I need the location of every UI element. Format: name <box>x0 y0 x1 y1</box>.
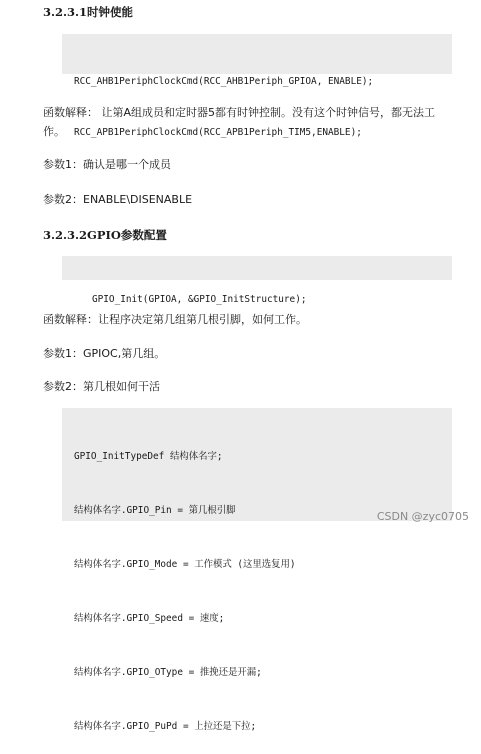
struct-line: 结构体名字.GPIO_PuPd = 上拉还是下拉; <box>74 721 257 732</box>
gpio-param-1: 参数1：GPIOC,第几组。 <box>43 347 166 360</box>
clock-param-1: 参数1：确认是哪一个成员 <box>43 158 171 171</box>
struct-line: 结构体名字.GPIO_Mode = 工作模式 (这里选复用) <box>74 559 296 570</box>
struct-line: 结构体名字.GPIO_Pin = 第几根引脚 <box>74 505 236 516</box>
struct-line: GPIO_InitTypeDef 结构体名字; <box>74 451 223 462</box>
clock-explanation: 函数解释： 让第A组成员和定时器5都有时钟控制。没有这个时钟信号，都无法工作。 <box>43 106 436 138</box>
csdn-watermark: CSDN @zyc0705 <box>376 510 469 523</box>
gpio-explanation: 函数解释：让程序决定第几组第几根引脚，如何工作。 <box>43 313 307 326</box>
clock-param-2: 参数2：ENABLE\DISENABLE <box>43 193 193 206</box>
code-block-gpio-init <box>62 256 452 305</box>
code-line: RCC_APB1PeriphClockCmd(RCC_APB1Periph_TIM5,ENABLE); <box>74 127 362 138</box>
gpio-param-2: 参数2：第几根如何干活 <box>43 380 160 393</box>
code-line: GPIO_Init(GPIOA, &GPIO_InitStructure); <box>92 294 307 305</box>
struct-line: 结构体名字.GPIO_Speed = 速度; <box>74 613 225 624</box>
section-1-heading: 3.2.3.1时钟使能 <box>43 5 134 19</box>
code-line: RCC_AHB1PeriphClockCmd(RCC_AHB1Periph_GPIOA, ENABLE); <box>74 76 374 87</box>
struct-line: 结构体名字.GPIO_OType = 推挽还是开漏; <box>74 667 262 678</box>
section-2-heading: 3.2.3.2GPIO参数配置 <box>43 228 167 242</box>
code-block-gpio-struct <box>62 408 452 732</box>
